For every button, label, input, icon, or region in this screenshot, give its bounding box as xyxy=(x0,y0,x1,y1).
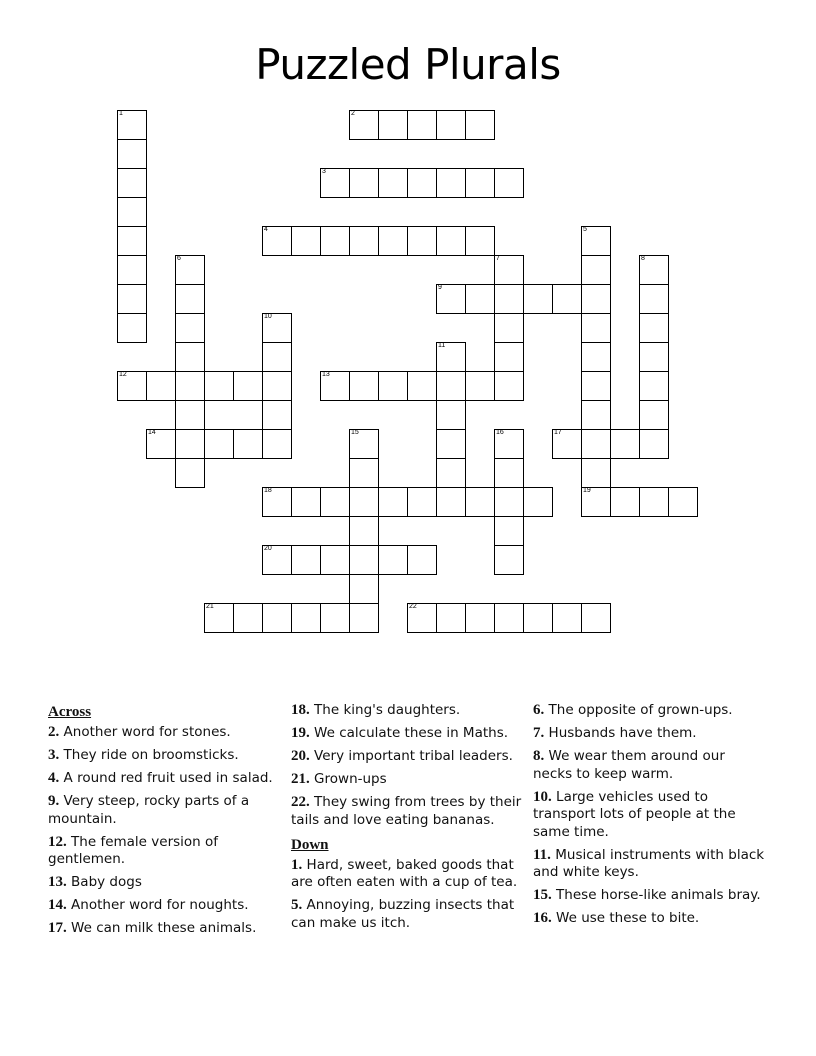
cell-number: 3 xyxy=(322,168,326,175)
grid-cell[interactable] xyxy=(494,429,524,459)
grid-cell[interactable] xyxy=(117,226,147,256)
grid-cell[interactable] xyxy=(465,168,495,198)
grid-cell[interactable] xyxy=(175,458,205,488)
cell-number: 15 xyxy=(351,429,359,436)
across-heading: Across xyxy=(48,704,92,720)
grid-cell[interactable] xyxy=(581,226,611,256)
grid-cell[interactable] xyxy=(320,487,350,517)
clue-across-20: 20. Very important tribal leaders. xyxy=(291,748,513,764)
grid-cell[interactable] xyxy=(262,226,292,256)
grid-cell[interactable] xyxy=(436,284,466,314)
grid-cell[interactable] xyxy=(175,342,205,372)
grid-cell[interactable] xyxy=(581,400,611,430)
grid-cell[interactable] xyxy=(639,342,669,372)
puzzle-title: Puzzled Plurals xyxy=(255,40,561,89)
clue-across-3: 3. They ride on broomsticks. xyxy=(48,747,239,763)
grid-cell[interactable] xyxy=(233,603,263,633)
cell-number: 4 xyxy=(264,226,268,233)
grid-cell[interactable] xyxy=(349,574,379,604)
grid-cell[interactable] xyxy=(581,429,611,459)
down-heading: Down xyxy=(291,836,329,853)
grid-cell[interactable] xyxy=(262,371,292,401)
grid-cell[interactable] xyxy=(523,603,553,633)
clue-across-21: 21. Grown-ups xyxy=(291,771,387,787)
grid-cell[interactable] xyxy=(262,603,292,633)
grid-cell[interactable] xyxy=(465,284,495,314)
clues-column-3 xyxy=(533,702,768,962)
grid-cell[interactable] xyxy=(436,110,466,140)
clue-down-1: 1. Hard, sweet, baked goods that are often eaten with a cup of tea. xyxy=(291,856,518,890)
grid-cell[interactable] xyxy=(639,371,669,401)
grid-cell[interactable] xyxy=(407,110,437,140)
clue-across-12: 12. The female version of gentlemen. xyxy=(48,833,219,867)
grid-cell[interactable] xyxy=(378,545,408,575)
grid-cell[interactable] xyxy=(175,255,205,285)
grid-cell[interactable] xyxy=(581,458,611,488)
grid-cell[interactable] xyxy=(552,603,582,633)
grid-cell[interactable] xyxy=(349,458,379,488)
cell-number: 8 xyxy=(641,255,645,262)
grid-cell[interactable] xyxy=(378,226,408,256)
clue-across-9: 9. Very steep, rocky parts of a mountain. xyxy=(48,793,250,827)
grid-cell[interactable] xyxy=(117,313,147,343)
grid-cell[interactable] xyxy=(320,168,350,198)
clues-column-1 xyxy=(48,702,273,962)
grid-cell[interactable] xyxy=(552,429,582,459)
grid-cell[interactable] xyxy=(668,487,698,517)
grid-cell[interactable] xyxy=(291,545,321,575)
grid-cell[interactable] xyxy=(262,545,292,575)
grid-cell[interactable] xyxy=(581,603,611,633)
cell-number: 12 xyxy=(119,371,127,378)
grid-cell[interactable] xyxy=(175,371,205,401)
grid-cell[interactable] xyxy=(436,603,466,633)
cell-number: 1 xyxy=(119,110,123,117)
grid-cell[interactable] xyxy=(494,516,524,546)
grid-cell[interactable] xyxy=(233,429,263,459)
clue-down-5: 5. Annoying, buzzing insects that can make us itch. xyxy=(291,897,515,931)
grid-cell[interactable] xyxy=(407,226,437,256)
grid-cell[interactable] xyxy=(610,429,640,459)
grid-cell[interactable] xyxy=(407,487,437,517)
grid-cell[interactable] xyxy=(349,110,379,140)
cell-number: 10 xyxy=(264,313,272,320)
grid-cell[interactable] xyxy=(407,371,437,401)
grid-cell[interactable] xyxy=(494,255,524,285)
grid-cell[interactable] xyxy=(610,487,640,517)
grid-cell[interactable] xyxy=(349,516,379,546)
grid-cell[interactable] xyxy=(117,139,147,169)
grid-cell[interactable] xyxy=(204,603,234,633)
cell-number: 19 xyxy=(583,487,591,494)
cell-number: 22 xyxy=(409,603,417,610)
grid-cell[interactable] xyxy=(262,487,292,517)
grid-cell[interactable] xyxy=(581,487,611,517)
grid-cell[interactable] xyxy=(494,458,524,488)
grid-cell[interactable] xyxy=(204,429,234,459)
grid-cell[interactable] xyxy=(349,603,379,633)
grid-cell[interactable] xyxy=(523,487,553,517)
grid-cell[interactable] xyxy=(175,400,205,430)
grid-cell[interactable] xyxy=(146,429,176,459)
cell-number: 7 xyxy=(496,255,500,262)
clue-down-15: 15. These horse-like animals bray. xyxy=(533,887,761,903)
grid-cell[interactable] xyxy=(639,313,669,343)
grid-cell[interactable] xyxy=(465,110,495,140)
grid-cell[interactable] xyxy=(349,226,379,256)
grid-cell[interactable] xyxy=(407,603,437,633)
grid-cell[interactable] xyxy=(320,226,350,256)
cell-number: 11 xyxy=(438,342,446,349)
clue-across-4: 4. A round red fruit used in salad. xyxy=(48,770,273,786)
cell-number: 14 xyxy=(148,429,156,436)
grid-cell[interactable] xyxy=(117,284,147,314)
clue-down-8: 8. We wear them around our necks to keep warm. xyxy=(533,748,725,782)
grid-cell[interactable] xyxy=(349,371,379,401)
clue-down-11: 11. Musical instruments with black and white keys. xyxy=(533,846,765,880)
clue-down-16: 16. We use these to bite. xyxy=(533,910,700,926)
grid-cell[interactable] xyxy=(436,371,466,401)
grid-cell[interactable] xyxy=(581,371,611,401)
cell-number: 20 xyxy=(264,545,272,552)
grid-cell[interactable] xyxy=(320,603,350,633)
grid-cell[interactable] xyxy=(436,429,466,459)
grid-cell[interactable] xyxy=(465,603,495,633)
grid-cell[interactable] xyxy=(581,342,611,372)
grid-cell[interactable] xyxy=(349,168,379,198)
grid-cell[interactable] xyxy=(581,284,611,314)
grid-cell[interactable] xyxy=(233,371,263,401)
grid-cell[interactable] xyxy=(494,313,524,343)
grid-cell[interactable] xyxy=(581,313,611,343)
grid-cell[interactable] xyxy=(436,458,466,488)
grid-cell[interactable] xyxy=(639,255,669,285)
grid-cell[interactable] xyxy=(494,487,524,517)
grid-cell[interactable] xyxy=(175,429,205,459)
grid-cell[interactable] xyxy=(552,284,582,314)
clue-across-17: 17. We can milk these animals. xyxy=(48,920,257,936)
grid-cell[interactable] xyxy=(494,168,524,198)
grid-cell[interactable] xyxy=(146,371,176,401)
grid-cell[interactable] xyxy=(436,226,466,256)
grid-cell[interactable] xyxy=(465,487,495,517)
grid-cell[interactable] xyxy=(262,400,292,430)
grid-cell[interactable] xyxy=(291,226,321,256)
grid-cell[interactable] xyxy=(639,284,669,314)
grid-cell[interactable] xyxy=(117,371,147,401)
clue-across-14: 14. Another word for noughts. xyxy=(48,897,249,913)
grid-cell[interactable] xyxy=(436,487,466,517)
clue-across-22: 22. They swing from trees by their tails and love eating bananas. xyxy=(291,794,522,828)
grid-cell[interactable] xyxy=(117,110,147,140)
cell-number: 17 xyxy=(554,429,562,436)
grid-cell[interactable] xyxy=(349,545,379,575)
grid-cell[interactable] xyxy=(494,342,524,372)
grid-cell[interactable] xyxy=(378,371,408,401)
grid-cell[interactable] xyxy=(175,284,205,314)
grid-cell[interactable] xyxy=(378,168,408,198)
grid-cell[interactable] xyxy=(175,313,205,343)
grid-cell[interactable] xyxy=(436,400,466,430)
grid-cell[interactable] xyxy=(407,168,437,198)
grid-cell[interactable] xyxy=(262,429,292,459)
grid-cell[interactable] xyxy=(494,284,524,314)
grid-cell[interactable] xyxy=(436,342,466,372)
clue-across-13: 13. Baby dogs xyxy=(48,874,142,890)
clues-column-2 xyxy=(291,702,523,962)
grid-cell[interactable] xyxy=(320,545,350,575)
grid-cell[interactable] xyxy=(436,168,466,198)
grid-cell[interactable] xyxy=(117,255,147,285)
grid-cell[interactable] xyxy=(378,110,408,140)
grid-cell[interactable] xyxy=(262,342,292,372)
cell-number: 18 xyxy=(264,487,272,494)
cell-number: 6 xyxy=(177,255,181,262)
cell-number: 16 xyxy=(496,429,504,436)
cell-number: 21 xyxy=(206,603,214,610)
grid-cell[interactable] xyxy=(494,545,524,575)
grid-cell[interactable] xyxy=(581,255,611,285)
grid-cell[interactable] xyxy=(349,429,379,459)
grid-cell[interactable] xyxy=(639,487,669,517)
grid-cell[interactable] xyxy=(262,313,292,343)
grid-cell[interactable] xyxy=(465,226,495,256)
grid-cell[interactable] xyxy=(465,371,495,401)
clue-down-10: 10. Large vehicles used to transport lots of people at the same time. xyxy=(533,788,736,840)
grid-cell[interactable] xyxy=(117,197,147,227)
grid-cell[interactable] xyxy=(639,400,669,430)
grid-cell[interactable] xyxy=(291,487,321,517)
clue-down-6: 6. The opposite of grown-ups. xyxy=(533,702,733,718)
clue-across-2: 2. Another word for stones. xyxy=(48,724,231,740)
grid-cell[interactable] xyxy=(117,168,147,198)
grid-cell[interactable] xyxy=(639,429,669,459)
grid-cell[interactable] xyxy=(378,487,408,517)
clue-across-19: 19. We calculate these in Maths. xyxy=(291,725,509,741)
grid-cell[interactable] xyxy=(349,487,379,517)
grid-cell[interactable] xyxy=(291,603,321,633)
cell-number: 5 xyxy=(583,226,587,233)
cell-number: 13 xyxy=(322,371,330,378)
cell-number: 9 xyxy=(438,284,442,291)
grid-cell[interactable] xyxy=(494,603,524,633)
clue-down-7: 7. Husbands have them. xyxy=(533,725,697,741)
grid-cell[interactable] xyxy=(494,371,524,401)
grid-cell[interactable] xyxy=(204,371,234,401)
clue-across-18: 18. The king's daughters. xyxy=(291,702,461,718)
cell-number: 2 xyxy=(351,110,355,117)
grid-cell[interactable] xyxy=(523,284,553,314)
grid-cell[interactable] xyxy=(407,545,437,575)
grid-cell[interactable] xyxy=(320,371,350,401)
